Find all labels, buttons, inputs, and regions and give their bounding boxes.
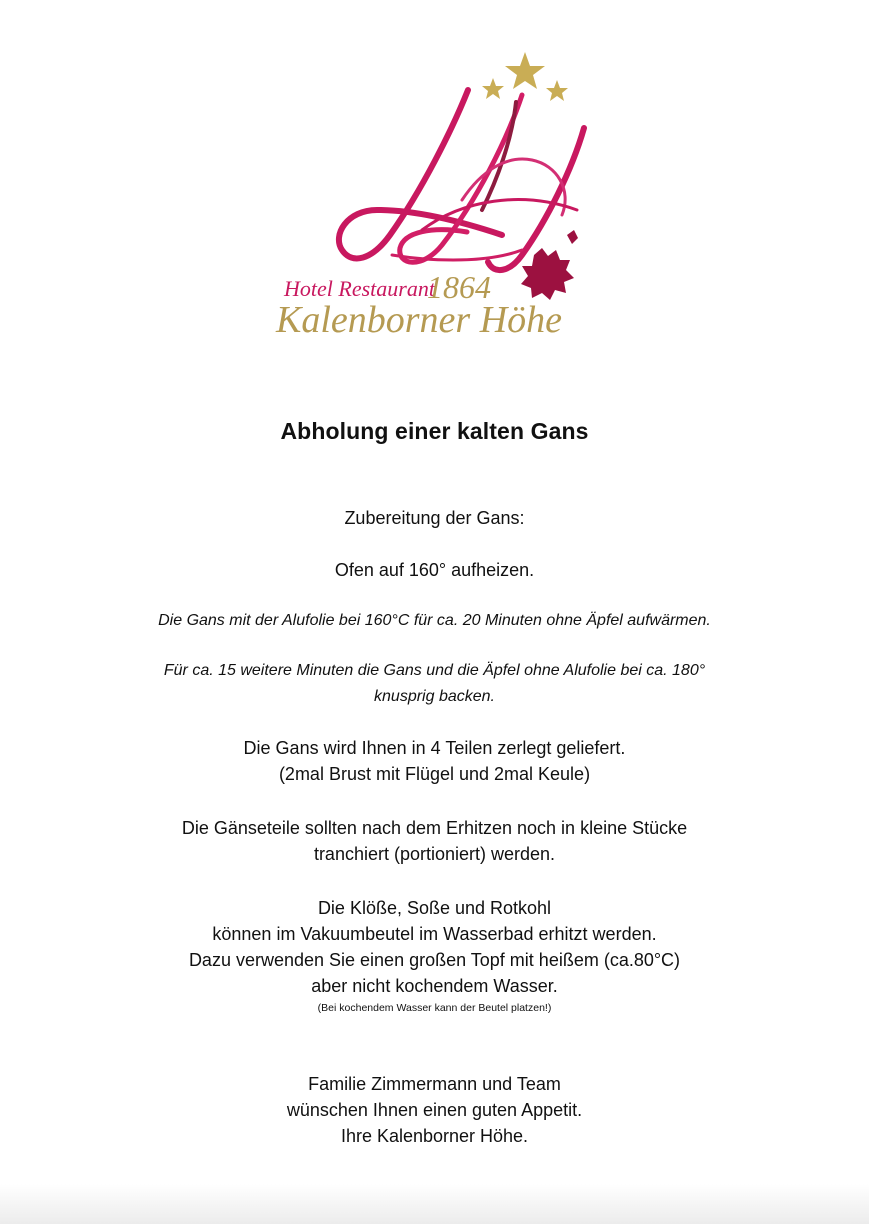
star-icon bbox=[505, 52, 545, 89]
logo-name: Kalenborner Höhe bbox=[276, 299, 563, 340]
step-1-text: Die Gans mit der Alufolie bei 160°C für ca. 20 Minuten ohne Äpfel aufwärmen. bbox=[158, 612, 711, 629]
parts-line-2: (2mal Brust mit Flügel und 2mal Keule) bbox=[278, 764, 591, 784]
carve-line-2: tranchiert (portioniert) werden. bbox=[313, 844, 556, 864]
step-2-line-2: knusprig backen. bbox=[374, 688, 495, 705]
oven-instruction: Ofen auf 160° aufheizen. bbox=[334, 560, 535, 580]
closing-line-3: Ihre Kalenborner Höhe. bbox=[340, 1126, 529, 1146]
sides-line-4: aber nicht kochendem Wasser. bbox=[311, 976, 558, 996]
sides-line-3: Dazu verwenden Sie einen großen Topf mit heißem (ca.80°C) bbox=[188, 950, 681, 970]
hotel-logo bbox=[272, 50, 592, 340]
sides-line-1: Die Klöße, Soße und Rotkohl bbox=[317, 898, 552, 918]
step-2-line-1: Für ca. 15 weitere Minuten die Gans und die Äpfel ohne Alufolie bei ca. 180° bbox=[163, 662, 706, 679]
closing-line-1: Familie Zimmermann und Team bbox=[308, 1074, 561, 1094]
star-icon bbox=[482, 78, 504, 99]
sides-line-2: können im Vakuumbeutel im Wasserbad erhitzt werden. bbox=[212, 924, 657, 944]
closing-line-2: wünschen Ihnen einen guten Appetit. bbox=[286, 1100, 583, 1120]
logo-year: 1864 bbox=[427, 269, 491, 305]
star-icon bbox=[546, 80, 568, 101]
page-bottom-shadow bbox=[0, 1184, 869, 1224]
monogram-flourish bbox=[339, 90, 584, 270]
logo-hotel-restaurant: Hotel Restaurant bbox=[284, 276, 435, 301]
parts-line-1: Die Gans wird Ihnen in 4 Teilen zerlegt geliefert. bbox=[243, 738, 626, 758]
carve-line-1: Die Gänseteile sollten nach dem Erhitzen noch in kleine Stücke bbox=[181, 818, 688, 838]
prep-heading: Zubereitung der Gans: bbox=[344, 508, 525, 528]
sides-note: (Bei kochendem Wasser kann der Beutel platzen!) bbox=[317, 1002, 552, 1014]
page-title: Abholung einer kalten Gans bbox=[280, 418, 589, 444]
